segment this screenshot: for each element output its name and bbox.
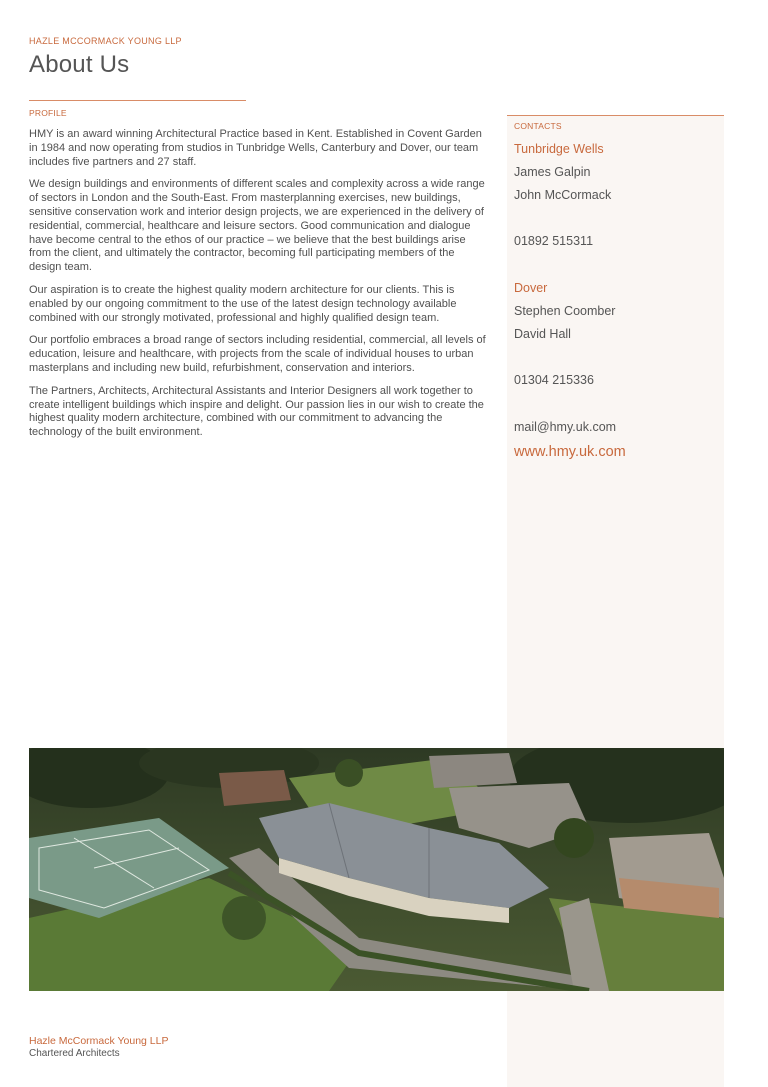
office-dover: Dover: [514, 281, 548, 295]
page-title: About Us: [29, 51, 130, 78]
contact-person: John McCormack: [514, 188, 612, 202]
website-link[interactable]: www.hmy.uk.com: [514, 444, 626, 460]
contact-person: James Galpin: [514, 165, 591, 179]
firm-name-header: HAZLE MCCORMACK YOUNG LLP: [29, 36, 182, 46]
contact-person: Stephen Coomber: [514, 304, 616, 318]
profile-body: [29, 128, 489, 449]
contacts-label: CONTACTS: [514, 121, 562, 131]
office-tunbridge-wells: Tunbridge Wells: [514, 142, 604, 156]
profile-label: PROFILE: [29, 108, 67, 118]
contact-person: David Hall: [514, 327, 571, 341]
divider: [29, 100, 246, 101]
footer-subtitle: Chartered Architects: [29, 1048, 120, 1059]
phone-tunbridge-wells[interactable]: 01892 515311: [514, 234, 594, 248]
footer-firm-name: Hazle McCormack Young LLP: [29, 1035, 169, 1047]
aerial-photo: [29, 748, 724, 991]
profile-paragraph: Our aspiration is to create the highest quality modern architecture for our clients. This is enabled by our ongoing commitment to the use of the latest design technology available combined with our strongly motivated, professional and highly qualified design team.: [29, 283, 457, 324]
profile-paragraph: The Partners, Architects, Architectural Assistants and Interior Designers all work together to create intelligent buildings which inspire and delight. Our passion lies in our wish to create the highest quality modern architecture, combined with our commitment to advancing the technology of the built environment.: [29, 384, 484, 439]
profile-paragraph: Our portfolio embraces a broad range of sectors including residential, commercial, all levels of education, leisure and healthcare, with projects from the scale of individual houses to urban masterplans and including new build, refurbishment, conservation and interiors.: [29, 334, 486, 374]
phone-dover[interactable]: 01304 215336: [514, 373, 594, 387]
profile-paragraph: We design buildings and environments of different scales and complexity across a wide range of sectors in London and the South-East. From masterplanning exercises, new buildings, sensitive conservation work and interior design projects, we are experienced in the delivery of residential, commercial, healthcare and leisure sectors. Good communication and dialogue have become central to the ethos of our practice – we believe that the best buildings arise from the client, and ultimately the contractor, becoming full participating members of the design team.: [29, 178, 485, 274]
profile-paragraph: HMY is an award winning Architectural Practice based in Kent. Established in Covent Garden in 1984 and now operating from studios in Tunbridge Wells, Canterbury and Dover, our team includes five partners and 27 staff.: [29, 128, 482, 168]
email-link[interactable]: mail@hmy.uk.com: [514, 420, 617, 434]
